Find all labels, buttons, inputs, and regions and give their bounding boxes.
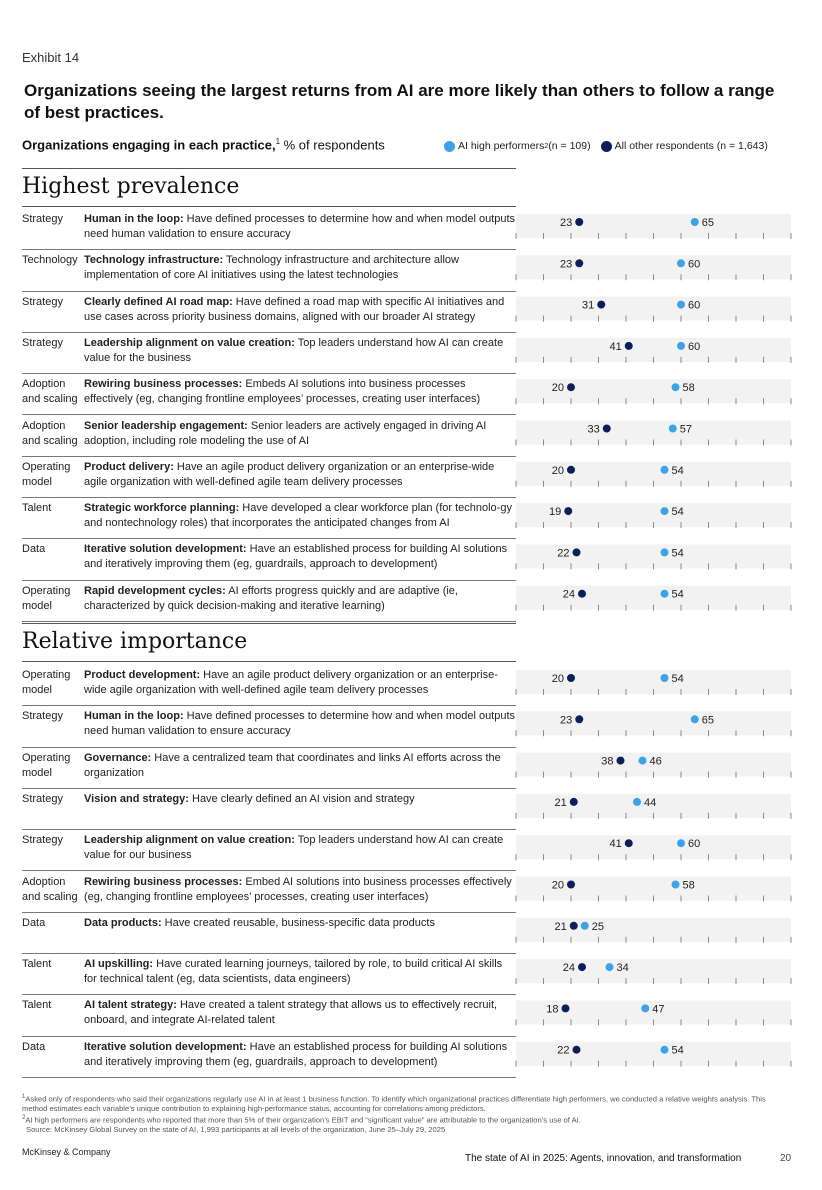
row-category: Strategy — [22, 295, 63, 308]
point-high — [633, 798, 641, 806]
row-category: Strategy — [22, 710, 63, 723]
row-category: Data — [22, 543, 46, 556]
report-title: The state of AI in 2025: Agents, innovation, and transformation — [465, 1153, 742, 1164]
legend-label-other: All other respondents (n = 1,643) — [614, 140, 768, 152]
practice-text: Embeds AI solutions into business processes effectively (eg, changing frontline employees’ processes, creating user interfaces) — [84, 378, 481, 406]
point-other — [575, 218, 583, 226]
practice-name: Vision and strategy: — [84, 792, 189, 805]
practice-text: Have curated learning journeys, tailored by role, to build critical AI skills for technical talent (eg, data scientists, data engineers) — [84, 958, 503, 986]
value-label-high: 60 — [688, 340, 701, 353]
practice-text: Have created reusable, business-specific data products — [161, 916, 435, 929]
point-high — [677, 301, 685, 309]
point-high — [661, 466, 669, 474]
value-label-other: 38 — [601, 755, 614, 768]
subtitle-unit: % of respondents — [280, 137, 385, 153]
point-high — [641, 1004, 649, 1012]
practice-text: Have clearly defined an AI vision and strategy — [188, 792, 415, 805]
value-label-high: 34 — [616, 962, 629, 975]
practice-text: Technology infrastructure and architecture allow implementation of core AI initiatives using the latest technologies — [84, 254, 459, 282]
point-high — [661, 548, 669, 556]
practice-name: Rewiring business processes: — [84, 378, 243, 391]
practice-name: Human in the loop: — [84, 710, 184, 723]
value-label-other: 24 — [562, 962, 575, 975]
point-other — [573, 548, 581, 556]
row-category: Strategy — [22, 834, 63, 847]
practice-name: Iterative solution development: — [84, 543, 247, 556]
value-label-high: 54 — [671, 506, 684, 519]
value-label-other: 20 — [551, 673, 564, 685]
point-high — [677, 342, 685, 350]
page-number: 20 — [780, 1153, 792, 1164]
practice-name: Senior leadership engagement: — [84, 419, 248, 432]
point-other — [573, 1046, 581, 1054]
practice-text: Have defined processes to determine how and when model outputs need human validation to ensure accuracy — [84, 213, 516, 240]
value-label-high: 60 — [688, 299, 701, 312]
row-category: Technology — [22, 254, 78, 267]
point-high — [672, 881, 680, 889]
row-category: Talent — [22, 502, 52, 515]
point-high — [606, 963, 614, 971]
value-label-high: 54 — [671, 464, 684, 477]
value-label-other: 21 — [554, 796, 567, 809]
footnote-1 — [22, 1093, 792, 1114]
practice-name: Rewiring business processes: — [84, 875, 243, 888]
value-label-other: 23 — [560, 258, 573, 271]
value-label-other: 23 — [560, 714, 573, 727]
row-category: Adoption and scaling — [22, 419, 78, 447]
value-label-high: 47 — [652, 1003, 665, 1016]
point-other — [625, 839, 633, 847]
point-high — [677, 259, 685, 267]
footnotes — [22, 1093, 792, 1134]
row-category: Operating model — [22, 584, 71, 612]
point-other — [567, 881, 575, 889]
value-label-high: 60 — [688, 838, 701, 851]
practice-text: Have defined processes to determine how and when model outputs need human validation to ensure accuracy — [84, 710, 516, 738]
practice-text: Have defined a road map with specific AI initiatives and use cases across priority business domains, aligned with our broader AI strategy — [84, 295, 505, 323]
value-label-high: 65 — [701, 217, 714, 229]
practice-name: Product delivery: — [84, 460, 174, 473]
point-other — [625, 342, 633, 350]
practice-name: Strategic workforce planning: — [84, 502, 240, 515]
point-high — [677, 839, 685, 847]
point-other — [578, 963, 586, 971]
footnote-1-mark: 1 — [22, 1094, 26, 1100]
point-other — [578, 590, 586, 598]
row-category: Strategy — [22, 336, 63, 349]
value-label-high: 54 — [671, 588, 684, 601]
value-label-high: 25 — [591, 920, 604, 933]
practice-name: Clearly defined AI road map: — [84, 295, 233, 308]
value-label-other: 41 — [609, 340, 622, 353]
legend-n-high: (n = 109) — [548, 140, 591, 152]
value-label-high: 60 — [688, 258, 701, 271]
row-category: Strategy — [22, 792, 63, 805]
footnote-1-text: Asked only of respondents who said their organizations regularly use AI in at least 1 business function. To identify which organizational practices differentiate high performers, we conducted a relative weights analysis. This method estimates each variable’s unique contribution to explaining high-performance status, accounting for correlations among predictors. — [22, 1094, 766, 1114]
row-category: Data — [22, 916, 46, 929]
practice-name: Governance: — [84, 751, 152, 764]
value-label-high: 46 — [649, 755, 662, 768]
practice-name: AI talent strategy: — [84, 999, 177, 1012]
value-label-other: 22 — [557, 547, 570, 560]
point-other — [570, 798, 578, 806]
value-label-other: 20 — [551, 464, 564, 477]
point-high — [661, 674, 669, 682]
value-label-high: 58 — [682, 382, 695, 395]
exhibit-label: Exhibit 14 — [22, 50, 80, 65]
value-label-high: 57 — [679, 423, 692, 436]
subtitle-bold: Organizations engaging in each practice, — [22, 137, 276, 153]
practice-name: Human in the loop: — [84, 213, 184, 225]
row-category: Data — [22, 1040, 46, 1053]
point-other — [575, 715, 583, 723]
practice-text: Have an agile product delivery organization or an enterprise-wide agile organization with well-defined agile team delivery processes — [84, 460, 495, 488]
row-category: Talent — [22, 999, 52, 1012]
row-category: Operating model — [22, 751, 71, 779]
row-category: Operating model — [22, 460, 71, 488]
exhibit-title: Organizations seeing the largest returns from AI are more likely than others to follow a range of best practices. — [24, 81, 775, 122]
point-other — [567, 674, 575, 682]
practice-text: Top leaders understand how AI can create value for our business — [84, 834, 504, 862]
practice-name: Product development: — [84, 669, 201, 681]
practice-name: Leadership alignment on value creation: — [84, 834, 295, 847]
section-title: Highest prevalence — [22, 174, 240, 199]
section-title: Relative importance — [22, 629, 248, 654]
point-high — [639, 757, 647, 765]
source-note: Source: McKinsey Global Survey on the state of AI, 1,993 participants at all levels of the organization, June 25–July 29, 2025 — [26, 1124, 446, 1134]
value-label-high: 54 — [671, 547, 684, 560]
value-label-other: 20 — [551, 382, 564, 395]
point-other — [562, 1004, 570, 1012]
value-label-other: 31 — [582, 299, 595, 312]
practice-name: Rapid development cycles: — [84, 584, 226, 597]
row-category: Strategy — [22, 213, 63, 225]
footnote-2-text: AI high performers are respondents who reported that more than 5% of their organization’s EBIT and “significant value” are attributable to the organization’s use of AI. — [25, 1115, 581, 1125]
point-other — [567, 383, 575, 391]
practice-name: AI upskilling: — [84, 958, 154, 971]
practice-text: Have an established process for building AI solutions and iteratively improving them (eg, guardrails, approach to development) — [84, 543, 508, 571]
point-high — [581, 922, 589, 930]
footnote-2 — [22, 1114, 792, 1125]
brand-name: McKinsey & Company — [22, 1147, 111, 1157]
row-category: Adoption and scaling — [22, 378, 78, 406]
practice-text: Have an established process for building AI solutions and iteratively improving them (eg, guardrails, approach to development) — [84, 1040, 508, 1068]
footnote-2-mark: 2 — [22, 1114, 26, 1121]
practice-text: Have an agile product delivery organization or an enterprise-wide agile organization with well-defined agile team delivery processes — [84, 669, 498, 696]
subtitle-footnote-mark: 1 — [275, 137, 281, 146]
practice-text: Senior leaders are actively engaged in driving AI adoption, including role modeling the use of AI — [84, 419, 487, 447]
value-label-high: 54 — [671, 1044, 684, 1057]
legend-label-high: AI high performers — [458, 140, 545, 152]
row-category: Operating model — [22, 669, 71, 696]
value-label-other: 23 — [560, 217, 573, 229]
point-other — [567, 466, 575, 474]
point-high — [672, 383, 680, 391]
row-category: Talent — [22, 958, 52, 971]
point-high — [691, 715, 699, 723]
practice-text: Have created a talent strategy that allows us to effectively recruit, onboard, and integrate AI-related talent — [84, 999, 498, 1027]
legend-footnote-mark: 2 — [544, 142, 549, 150]
point-other — [564, 507, 572, 515]
practice-text: AI efforts progress quickly and are adaptive (ie, characterized by quick decision-making and iterative learning) — [84, 584, 458, 612]
practice-name: Leadership alignment on value creation: — [84, 336, 295, 349]
point-other — [570, 922, 578, 930]
practice-text: Have a centralized team that coordinates and links AI efforts across the organization — [84, 751, 501, 779]
point-high — [661, 590, 669, 598]
point-high — [669, 425, 677, 433]
value-label-other: 24 — [562, 588, 575, 601]
point-high — [661, 1046, 669, 1054]
point-other — [603, 425, 611, 433]
practice-text: Embed AI solutions into business processes effectively (eg, changing frontline employees’ processes, creating user interfaces) — [84, 875, 512, 903]
practice-name: Data products: — [84, 916, 162, 929]
point-high — [691, 218, 699, 226]
point-high — [661, 507, 669, 515]
practice-text: Have developed a clear workforce plan (for technolo-gy and nontechnology roles) that incorporates the anticipated changes from AI — [84, 502, 512, 530]
practice-name: Iterative solution development: — [84, 1040, 247, 1053]
row-category: Adoption and scaling — [22, 875, 78, 903]
value-label-high: 54 — [671, 673, 684, 685]
value-label-other: 41 — [609, 838, 622, 851]
practice-text: Top leaders understand how AI can create value for the business — [84, 336, 504, 364]
value-label-other: 33 — [587, 423, 600, 436]
point-other — [575, 259, 583, 267]
value-label-other: 20 — [551, 879, 564, 892]
point-other — [617, 757, 625, 765]
value-label-other: 18 — [546, 1003, 559, 1016]
value-label-other: 22 — [557, 1044, 570, 1057]
practice-name: Technology infrastructure: — [84, 254, 224, 267]
value-label-other: 21 — [554, 920, 567, 933]
point-other — [597, 301, 605, 309]
value-label-high: 65 — [701, 714, 714, 727]
value-label-high: 44 — [644, 796, 657, 809]
value-label-high: 58 — [682, 879, 695, 892]
value-label-other: 19 — [549, 506, 562, 519]
